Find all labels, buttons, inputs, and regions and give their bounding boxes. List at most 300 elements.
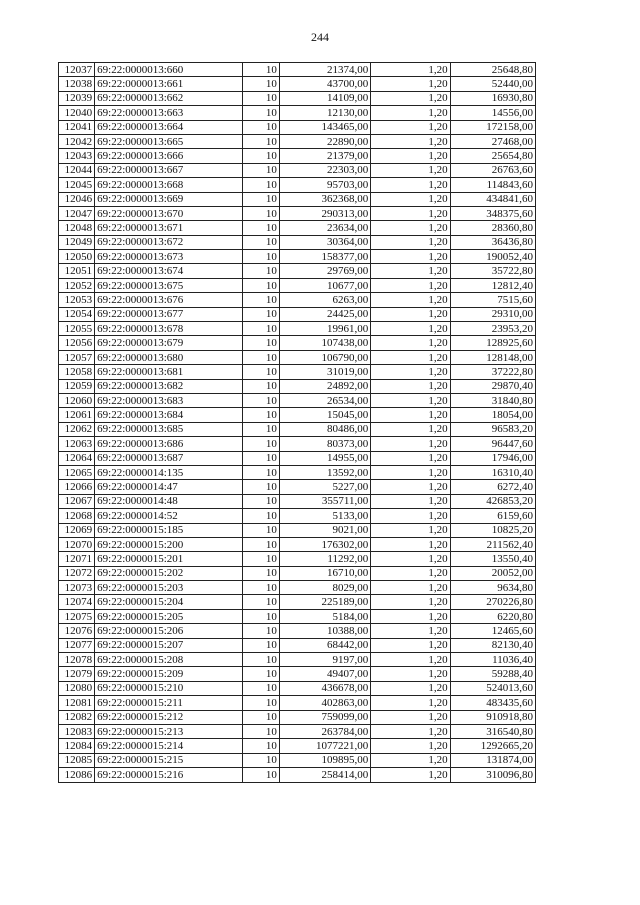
- cadastral-number: 69:22:0000015:203: [95, 581, 243, 595]
- column-b-value: 176302,00: [279, 537, 370, 551]
- column-b-value: 263784,00: [279, 724, 370, 738]
- cadastral-number: 69:22:0000013:682: [95, 379, 243, 393]
- table-row: [59, 595, 536, 609]
- result-value: 36436,80: [450, 235, 535, 249]
- column-a-value: 10: [242, 437, 279, 451]
- row-number: 12079: [59, 667, 95, 681]
- coefficient-value: 1,20: [371, 365, 450, 379]
- result-value: 131874,00: [450, 753, 535, 767]
- column-b-value: 402863,00: [279, 696, 370, 710]
- cadastral-number: 69:22:0000015:201: [95, 552, 243, 566]
- row-number: 12084: [59, 739, 95, 753]
- coefficient-value: 1,20: [371, 350, 450, 364]
- row-number: 12076: [59, 624, 95, 638]
- column-b-value: 225189,00: [279, 595, 370, 609]
- table-row: [59, 768, 536, 782]
- coefficient-value: 1,20: [371, 206, 450, 220]
- coefficient-value: 1,20: [371, 509, 450, 523]
- cadastral-number: 69:22:0000015:200: [95, 537, 243, 551]
- table-row: [59, 307, 536, 321]
- result-value: 52440,00: [450, 77, 535, 91]
- column-b-value: 21374,00: [279, 63, 370, 77]
- cadastral-number: 69:22:0000013:684: [95, 408, 243, 422]
- cadastral-number: 69:22:0000013:681: [95, 365, 243, 379]
- column-a-value: 10: [242, 408, 279, 422]
- table-row: [59, 408, 536, 422]
- column-b-value: 10677,00: [279, 278, 370, 292]
- table-row: [59, 293, 536, 307]
- result-value: 96583,20: [450, 422, 535, 436]
- table-row: [59, 264, 536, 278]
- column-a-value: 10: [242, 451, 279, 465]
- coefficient-value: 1,20: [371, 221, 450, 235]
- table-row: [59, 581, 536, 595]
- table-row: [59, 120, 536, 134]
- column-b-value: 258414,00: [279, 768, 370, 782]
- result-value: 10825,20: [450, 523, 535, 537]
- column-b-value: 30364,00: [279, 235, 370, 249]
- result-value: 6272,40: [450, 480, 535, 494]
- cadastral-number: 69:22:0000013:672: [95, 235, 243, 249]
- table-row: [59, 638, 536, 652]
- column-a-value: 10: [242, 667, 279, 681]
- cadastral-number: 69:22:0000013:685: [95, 422, 243, 436]
- cadastral-number: 69:22:0000013:676: [95, 293, 243, 307]
- cadastral-number: 69:22:0000014:48: [95, 494, 243, 508]
- column-b-value: 436678,00: [279, 681, 370, 695]
- table-row: [59, 494, 536, 508]
- result-value: 9634,80: [450, 581, 535, 595]
- result-value: 316540,80: [450, 724, 535, 738]
- row-number: 12050: [59, 250, 95, 264]
- cadastral-number: 69:22:0000013:686: [95, 437, 243, 451]
- row-number: 12068: [59, 509, 95, 523]
- result-value: 25648,80: [450, 63, 535, 77]
- coefficient-value: 1,20: [371, 653, 450, 667]
- result-value: 96447,60: [450, 437, 535, 451]
- coefficient-value: 1,20: [371, 465, 450, 479]
- column-b-value: 109895,00: [279, 753, 370, 767]
- column-a-value: 10: [242, 178, 279, 192]
- cadastral-number: 69:22:0000015:214: [95, 739, 243, 753]
- table-row: [59, 379, 536, 393]
- cadastral-number: 69:22:0000013:666: [95, 149, 243, 163]
- column-b-value: 80486,00: [279, 422, 370, 436]
- table-row: [59, 451, 536, 465]
- cadastral-number: 69:22:0000013:661: [95, 77, 243, 91]
- cadastral-number: 69:22:0000015:207: [95, 638, 243, 652]
- table-row: [59, 163, 536, 177]
- coefficient-value: 1,20: [371, 77, 450, 91]
- cadastral-number: 69:22:0000015:204: [95, 595, 243, 609]
- result-value: 31840,80: [450, 393, 535, 407]
- coefficient-value: 1,20: [371, 724, 450, 738]
- column-b-value: 106790,00: [279, 350, 370, 364]
- table-row: [59, 322, 536, 336]
- table-row: [59, 192, 536, 206]
- column-b-value: 22303,00: [279, 163, 370, 177]
- column-a-value: 10: [242, 379, 279, 393]
- column-b-value: 362368,00: [279, 192, 370, 206]
- cadastral-number: 69:22:0000013:675: [95, 278, 243, 292]
- row-number: 12074: [59, 595, 95, 609]
- column-b-value: 43700,00: [279, 77, 370, 91]
- row-number: 12049: [59, 235, 95, 249]
- result-value: 348375,60: [450, 206, 535, 220]
- row-number: 12066: [59, 480, 95, 494]
- column-b-value: 143465,00: [279, 120, 370, 134]
- cadastral-number: 69:22:0000015:206: [95, 624, 243, 638]
- table-row: [59, 624, 536, 638]
- result-value: 35722,80: [450, 264, 535, 278]
- column-b-value: 24892,00: [279, 379, 370, 393]
- cadastral-number: 69:22:0000013:660: [95, 63, 243, 77]
- table-row: [59, 523, 536, 537]
- coefficient-value: 1,20: [371, 278, 450, 292]
- table-row: [59, 235, 536, 249]
- column-a-value: 10: [242, 609, 279, 623]
- result-value: 483435,60: [450, 696, 535, 710]
- column-b-value: 9021,00: [279, 523, 370, 537]
- column-b-value: 68442,00: [279, 638, 370, 652]
- column-b-value: 26534,00: [279, 393, 370, 407]
- result-value: 128148,00: [450, 350, 535, 364]
- column-b-value: 15045,00: [279, 408, 370, 422]
- result-value: 128925,60: [450, 336, 535, 350]
- column-a-value: 10: [242, 566, 279, 580]
- result-value: 7515,60: [450, 293, 535, 307]
- result-value: 29870,40: [450, 379, 535, 393]
- row-number: 12083: [59, 724, 95, 738]
- table-body: [59, 63, 536, 783]
- cadastral-number: 69:22:0000013:673: [95, 250, 243, 264]
- row-number: 12046: [59, 192, 95, 206]
- coefficient-value: 1,20: [371, 120, 450, 134]
- column-a-value: 10: [242, 653, 279, 667]
- cadastral-number: 69:22:0000015:216: [95, 768, 243, 782]
- column-b-value: 107438,00: [279, 336, 370, 350]
- result-value: 190052,40: [450, 250, 535, 264]
- cadastral-number: 69:22:0000013:680: [95, 350, 243, 364]
- column-a-value: 10: [242, 753, 279, 767]
- table-row: [59, 278, 536, 292]
- row-number: 12075: [59, 609, 95, 623]
- table-row: [59, 393, 536, 407]
- cadastral-number: 69:22:0000013:667: [95, 163, 243, 177]
- row-number: 12044: [59, 163, 95, 177]
- table-row: [59, 480, 536, 494]
- column-a-value: 10: [242, 350, 279, 364]
- coefficient-value: 1,20: [371, 566, 450, 580]
- column-a-value: 10: [242, 724, 279, 738]
- result-value: 12465,60: [450, 624, 535, 638]
- column-a-value: 10: [242, 264, 279, 278]
- cadastral-number: 69:22:0000014:47: [95, 480, 243, 494]
- column-b-value: 10388,00: [279, 624, 370, 638]
- result-value: 6159,60: [450, 509, 535, 523]
- result-value: 910918,80: [450, 710, 535, 724]
- result-value: 23953,20: [450, 322, 535, 336]
- coefficient-value: 1,20: [371, 581, 450, 595]
- result-value: 270226,80: [450, 595, 535, 609]
- coefficient-value: 1,20: [371, 393, 450, 407]
- coefficient-value: 1,20: [371, 681, 450, 695]
- coefficient-value: 1,20: [371, 710, 450, 724]
- coefficient-value: 1,20: [371, 451, 450, 465]
- result-value: 16930,80: [450, 91, 535, 105]
- result-value: 211562,40: [450, 537, 535, 551]
- page-number: 244: [311, 30, 329, 44]
- table-row: [59, 63, 536, 77]
- row-number: 12053: [59, 293, 95, 307]
- row-number: 12063: [59, 437, 95, 451]
- row-number: 12042: [59, 134, 95, 148]
- column-a-value: 10: [242, 307, 279, 321]
- cadastral-number: 69:22:0000015:215: [95, 753, 243, 767]
- table-row: [59, 537, 536, 551]
- table-row: [59, 667, 536, 681]
- column-a-value: 10: [242, 480, 279, 494]
- column-a-value: 10: [242, 163, 279, 177]
- result-value: 16310,40: [450, 465, 535, 479]
- table-row: [59, 739, 536, 753]
- column-b-value: 29769,00: [279, 264, 370, 278]
- result-value: 26763,60: [450, 163, 535, 177]
- cadastral-number: 69:22:0000013:665: [95, 134, 243, 148]
- column-b-value: 13592,00: [279, 465, 370, 479]
- column-b-value: 5133,00: [279, 509, 370, 523]
- table-row: [59, 653, 536, 667]
- column-b-value: 95703,00: [279, 178, 370, 192]
- column-a-value: 10: [242, 422, 279, 436]
- table-row: [59, 350, 536, 364]
- column-b-value: 9197,00: [279, 653, 370, 667]
- column-b-value: 355711,00: [279, 494, 370, 508]
- coefficient-value: 1,20: [371, 595, 450, 609]
- column-b-value: 31019,00: [279, 365, 370, 379]
- column-a-value: 10: [242, 509, 279, 523]
- column-a-value: 10: [242, 293, 279, 307]
- row-number: 12086: [59, 768, 95, 782]
- result-value: 524013,60: [450, 681, 535, 695]
- cadastral-number: 69:22:0000013:662: [95, 91, 243, 105]
- row-number: 12054: [59, 307, 95, 321]
- table-row: [59, 552, 536, 566]
- column-a-value: 10: [242, 91, 279, 105]
- row-number: 12043: [59, 149, 95, 163]
- column-a-value: 10: [242, 638, 279, 652]
- column-b-value: 19961,00: [279, 322, 370, 336]
- coefficient-value: 1,20: [371, 91, 450, 105]
- column-a-value: 10: [242, 595, 279, 609]
- cadastral-number: 69:22:0000015:208: [95, 653, 243, 667]
- column-b-value: 290313,00: [279, 206, 370, 220]
- table-row: [59, 609, 536, 623]
- cadastral-number: 69:22:0000013:674: [95, 264, 243, 278]
- result-value: 310096,80: [450, 768, 535, 782]
- row-number: 12082: [59, 710, 95, 724]
- cadastral-number: 69:22:0000013:687: [95, 451, 243, 465]
- table-row: [59, 753, 536, 767]
- table-row: [59, 106, 536, 120]
- cadastral-number: 69:22:0000013:664: [95, 120, 243, 134]
- column-a-value: 10: [242, 768, 279, 782]
- result-value: 13550,40: [450, 552, 535, 566]
- column-a-value: 10: [242, 206, 279, 220]
- column-b-value: 21379,00: [279, 149, 370, 163]
- table-row: [59, 206, 536, 220]
- column-b-value: 23634,00: [279, 221, 370, 235]
- column-b-value: 24425,00: [279, 307, 370, 321]
- row-number: 12041: [59, 120, 95, 134]
- column-b-value: 11292,00: [279, 552, 370, 566]
- coefficient-value: 1,20: [371, 178, 450, 192]
- row-number: 12081: [59, 696, 95, 710]
- coefficient-value: 1,20: [371, 336, 450, 350]
- column-a-value: 10: [242, 465, 279, 479]
- table-row: [59, 696, 536, 710]
- result-value: 27468,00: [450, 134, 535, 148]
- table-row: [59, 509, 536, 523]
- row-number: 12057: [59, 350, 95, 364]
- column-b-value: 14955,00: [279, 451, 370, 465]
- cadastral-number: 69:22:0000014:52: [95, 509, 243, 523]
- result-value: 14556,00: [450, 106, 535, 120]
- column-b-value: 12130,00: [279, 106, 370, 120]
- row-number: 12037: [59, 63, 95, 77]
- coefficient-value: 1,20: [371, 624, 450, 638]
- table-row: [59, 365, 536, 379]
- table-row: [59, 710, 536, 724]
- table-row: [59, 134, 536, 148]
- cadastral-number: 69:22:0000013:668: [95, 178, 243, 192]
- table-row: [59, 566, 536, 580]
- coefficient-value: 1,20: [371, 163, 450, 177]
- table-row: [59, 221, 536, 235]
- row-number: 12067: [59, 494, 95, 508]
- coefficient-value: 1,20: [371, 264, 450, 278]
- result-value: 18054,00: [450, 408, 535, 422]
- table-row: [59, 336, 536, 350]
- coefficient-value: 1,20: [371, 739, 450, 753]
- row-number: 12040: [59, 106, 95, 120]
- coefficient-value: 1,20: [371, 480, 450, 494]
- coefficient-value: 1,20: [371, 192, 450, 206]
- column-a-value: 10: [242, 739, 279, 753]
- column-a-value: 10: [242, 149, 279, 163]
- row-number: 12038: [59, 77, 95, 91]
- row-number: 12058: [59, 365, 95, 379]
- coefficient-value: 1,20: [371, 379, 450, 393]
- row-number: 12047: [59, 206, 95, 220]
- column-a-value: 10: [242, 393, 279, 407]
- column-b-value: 759099,00: [279, 710, 370, 724]
- table-row: [59, 77, 536, 91]
- result-value: 172158,00: [450, 120, 535, 134]
- row-number: 12078: [59, 653, 95, 667]
- column-a-value: 10: [242, 235, 279, 249]
- table-row: [59, 724, 536, 738]
- row-number: 12061: [59, 408, 95, 422]
- column-a-value: 10: [242, 134, 279, 148]
- result-value: 12812,40: [450, 278, 535, 292]
- coefficient-value: 1,20: [371, 134, 450, 148]
- row-number: 12077: [59, 638, 95, 652]
- column-b-value: 5184,00: [279, 609, 370, 623]
- cadastral-number: 69:22:0000013:670: [95, 206, 243, 220]
- result-value: 114843,60: [450, 178, 535, 192]
- cadastral-number: 69:22:0000015:213: [95, 724, 243, 738]
- row-number: 12062: [59, 422, 95, 436]
- cadastral-number: 69:22:0000015:211: [95, 696, 243, 710]
- column-a-value: 10: [242, 250, 279, 264]
- row-number: 12048: [59, 221, 95, 235]
- row-number: 12072: [59, 566, 95, 580]
- result-value: 11036,40: [450, 653, 535, 667]
- column-a-value: 10: [242, 365, 279, 379]
- row-number: 12070: [59, 537, 95, 551]
- result-value: 426853,20: [450, 494, 535, 508]
- result-value: 17946,00: [450, 451, 535, 465]
- result-value: 59288,40: [450, 667, 535, 681]
- row-number: 12065: [59, 465, 95, 479]
- row-number: 12056: [59, 336, 95, 350]
- column-a-value: 10: [242, 710, 279, 724]
- column-a-value: 10: [242, 624, 279, 638]
- column-b-value: 6263,00: [279, 293, 370, 307]
- coefficient-value: 1,20: [371, 293, 450, 307]
- coefficient-value: 1,20: [371, 322, 450, 336]
- result-value: 82130,40: [450, 638, 535, 652]
- row-number: 12055: [59, 322, 95, 336]
- table-row: [59, 437, 536, 451]
- table-row: [59, 91, 536, 105]
- cadastral-number: 69:22:0000015:212: [95, 710, 243, 724]
- row-number: 12052: [59, 278, 95, 292]
- column-a-value: 10: [242, 523, 279, 537]
- column-b-value: 22890,00: [279, 134, 370, 148]
- coefficient-value: 1,20: [371, 250, 450, 264]
- result-value: 6220,80: [450, 609, 535, 623]
- coefficient-value: 1,20: [371, 537, 450, 551]
- column-a-value: 10: [242, 106, 279, 120]
- table-row: [59, 422, 536, 436]
- column-a-value: 10: [242, 278, 279, 292]
- table-row: [59, 465, 536, 479]
- coefficient-value: 1,20: [371, 149, 450, 163]
- column-a-value: 10: [242, 322, 279, 336]
- column-a-value: 10: [242, 221, 279, 235]
- row-number: 12060: [59, 393, 95, 407]
- result-value: 37222,80: [450, 365, 535, 379]
- row-number: 12069: [59, 523, 95, 537]
- column-b-value: 158377,00: [279, 250, 370, 264]
- coefficient-value: 1,20: [371, 106, 450, 120]
- column-a-value: 10: [242, 552, 279, 566]
- coefficient-value: 1,20: [371, 552, 450, 566]
- row-number: 12051: [59, 264, 95, 278]
- cadastral-number: 69:22:0000013:678: [95, 322, 243, 336]
- result-value: 1292665,20: [450, 739, 535, 753]
- coefficient-value: 1,20: [371, 494, 450, 508]
- result-value: 25654,80: [450, 149, 535, 163]
- data-table: [58, 62, 536, 783]
- column-a-value: 10: [242, 494, 279, 508]
- coefficient-value: 1,20: [371, 753, 450, 767]
- row-number: 12073: [59, 581, 95, 595]
- column-b-value: 14109,00: [279, 91, 370, 105]
- cadastral-number: 69:22:0000015:209: [95, 667, 243, 681]
